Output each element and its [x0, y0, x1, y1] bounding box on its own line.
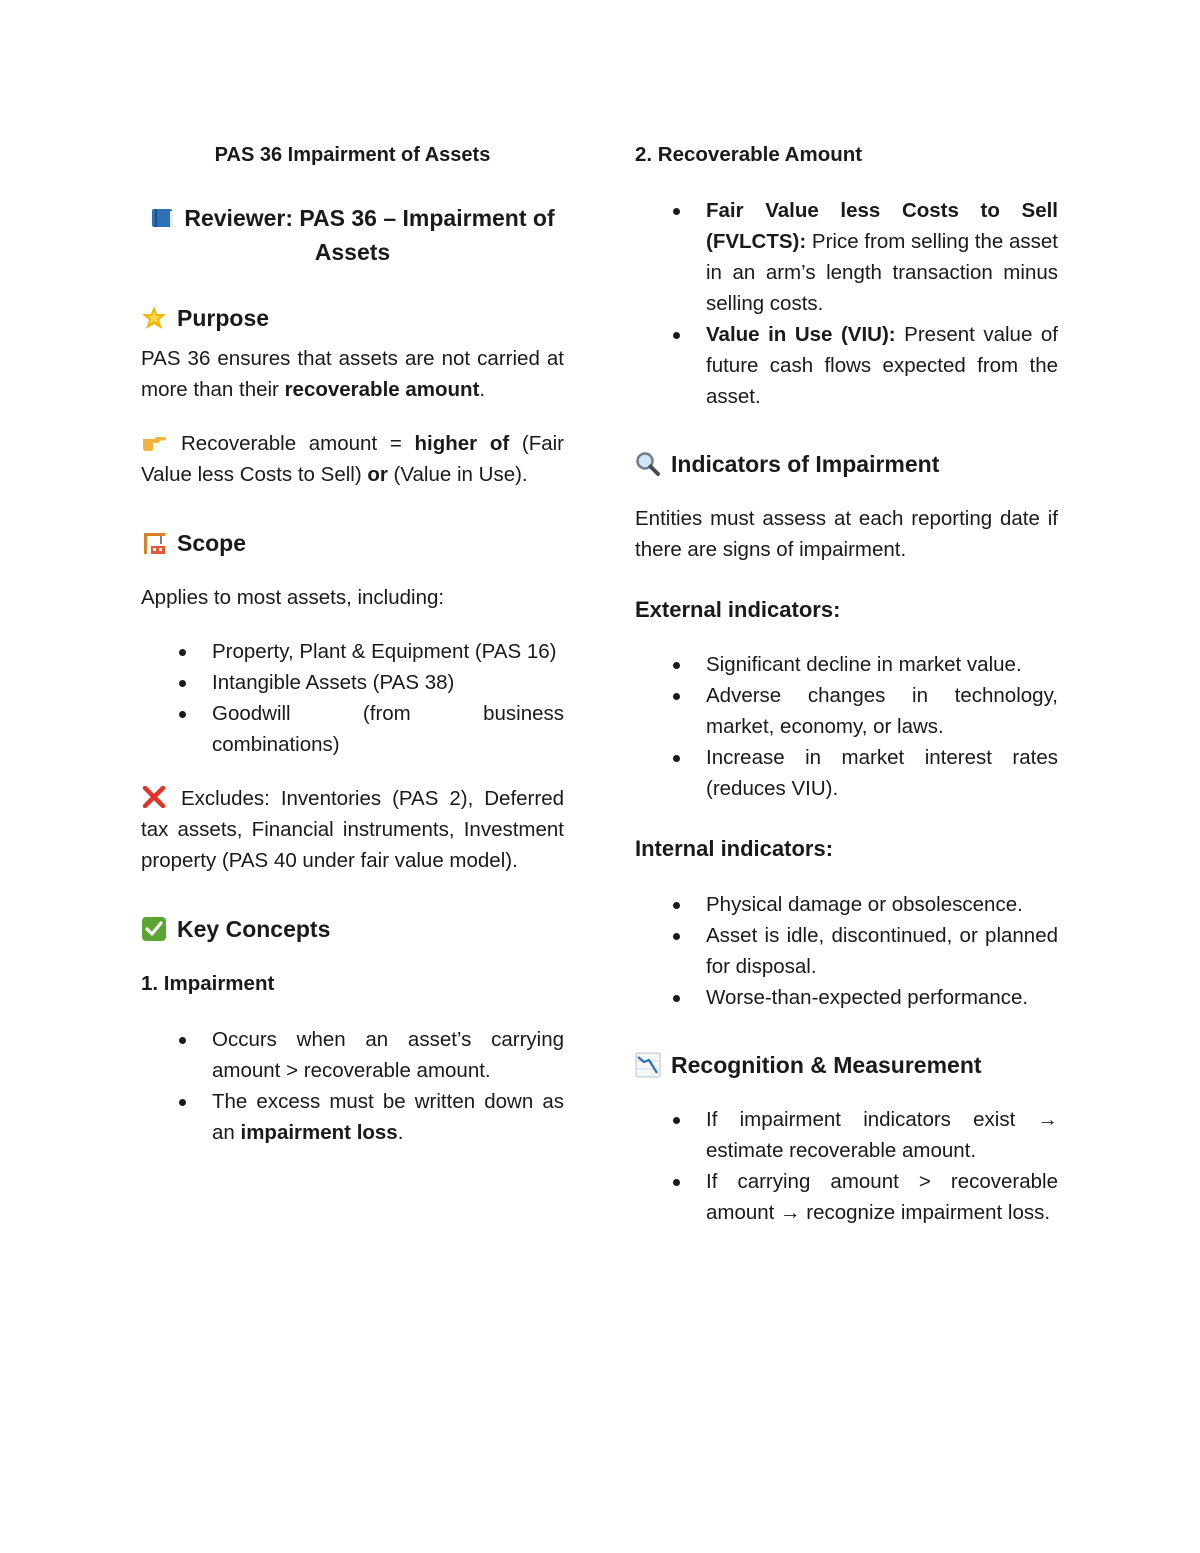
scope-heading — [141, 526, 564, 560]
purpose-heading — [141, 301, 564, 335]
right-column — [635, 140, 1058, 1228]
check-mark-button-icon — [141, 916, 167, 942]
recoverable-note — [141, 428, 564, 490]
scope-list — [141, 636, 564, 760]
internal-indicators-list — [635, 889, 1058, 1013]
key-concepts-heading-text: Key Concepts — [177, 916, 331, 942]
note-c: (Fair Value less Costs to Sell) — [141, 432, 565, 486]
list-item: Significant decline in market value. — [635, 649, 1058, 680]
list-item: Property, Plant & Equipment (PAS 16) — [141, 636, 564, 667]
recoverable-amount-heading: 2. Recoverable Amount — [635, 143, 863, 166]
list-item: Physical damage or obsolescence. — [635, 889, 1058, 920]
purpose-text — [141, 343, 564, 405]
building-construction-icon — [141, 530, 167, 556]
recognition-list — [635, 1104, 1058, 1228]
fvlcts-label: Fair Value less Costs to Sell (FVLCTS): — [706, 199, 1058, 253]
list-item: If carrying amount > recoverable amount → recognize impairment loss. — [635, 1166, 1058, 1228]
external-indicators-heading: External indicators: — [635, 597, 841, 622]
glowing-star-icon — [141, 305, 167, 331]
indicators-heading — [635, 447, 1058, 481]
viu-text: Present value of future cash flows expected from the asset. — [706, 323, 1058, 408]
indicators-heading-text: Indicators of Impairment — [671, 451, 940, 477]
list-item: Increase in market interest rates (reduces VIU). — [635, 742, 1058, 804]
list-item: Adverse changes in technology, market, economy, or laws. — [635, 680, 1058, 742]
list-item: Occurs when an asset’s carrying amount > recoverable amount. — [141, 1024, 564, 1086]
note-higher-of: higher of — [414, 432, 510, 455]
blue-book-icon — [150, 207, 176, 229]
excludes-text: Excludes: Inventories (PAS 2), Deferred tax assets, Financial instruments, Investment property (PAS 40 under fair value model). — [141, 787, 564, 872]
list-item: Asset is idle, discontinued, or planned for disposal. — [635, 920, 1058, 982]
purpose-heading-text: Purpose — [177, 305, 270, 331]
purpose-text-c: . — [479, 378, 486, 401]
external-indicators-list — [635, 649, 1058, 804]
left-column — [141, 140, 564, 1148]
list-item: Goodwill (from business combinations) — [141, 698, 564, 760]
pointing-hand-icon — [141, 431, 167, 453]
list-item: Intangible Assets (PAS 38) — [141, 667, 564, 698]
list-item: Worse-than-expected performance. — [635, 982, 1058, 1013]
list-item — [635, 319, 1058, 412]
purpose-text-bold: recoverable amount — [284, 378, 480, 401]
fvlcts-text: Price from selling the asset in an arm’s length transaction minus selling costs. — [706, 230, 1058, 315]
purpose-text-a: PAS 36 ensures that assets are not carried at more than their — [141, 347, 564, 401]
impairment-loss-bold: impairment loss — [240, 1121, 398, 1144]
item2-c: . — [397, 1121, 404, 1144]
scope-heading-text: Scope — [177, 530, 247, 556]
recognition-heading-text: Recognition & Measurement — [671, 1052, 982, 1078]
impairment-heading: 1. Impairment — [141, 972, 275, 995]
document-title: PAS 36 Impairment of Assets — [214, 144, 491, 166]
scope-excludes — [141, 783, 564, 876]
magnifying-glass-icon — [635, 451, 661, 477]
key-concepts-heading — [141, 912, 564, 946]
chart-decreasing-icon — [635, 1052, 661, 1078]
reviewer-heading — [141, 201, 564, 269]
item2-a: The excess must be written down as an — [212, 1090, 564, 1144]
internal-indicators-heading: Internal indicators: — [635, 836, 834, 861]
note-or: or — [367, 463, 388, 486]
cross-mark-icon — [141, 786, 167, 808]
list-item — [141, 1086, 564, 1148]
note-e: (Value in Use). — [387, 463, 528, 486]
reviewer-title: Reviewer: PAS 36 – Impairment of Assets — [184, 205, 555, 265]
recoverable-list — [635, 195, 1058, 412]
impairment-list — [141, 1024, 564, 1148]
indicators-intro: Entities must assess at each reporting date if there are signs of impairment. — [635, 507, 1058, 561]
viu-label: Value in Use (VIU): — [706, 323, 896, 346]
list-item: If impairment indicators exist → estimate recoverable amount. — [635, 1104, 1058, 1166]
scope-intro: Applies to most assets, including: — [141, 586, 445, 609]
list-item — [635, 195, 1058, 319]
recognition-heading — [635, 1048, 1058, 1082]
note-a: Recoverable amount = — [181, 432, 415, 455]
